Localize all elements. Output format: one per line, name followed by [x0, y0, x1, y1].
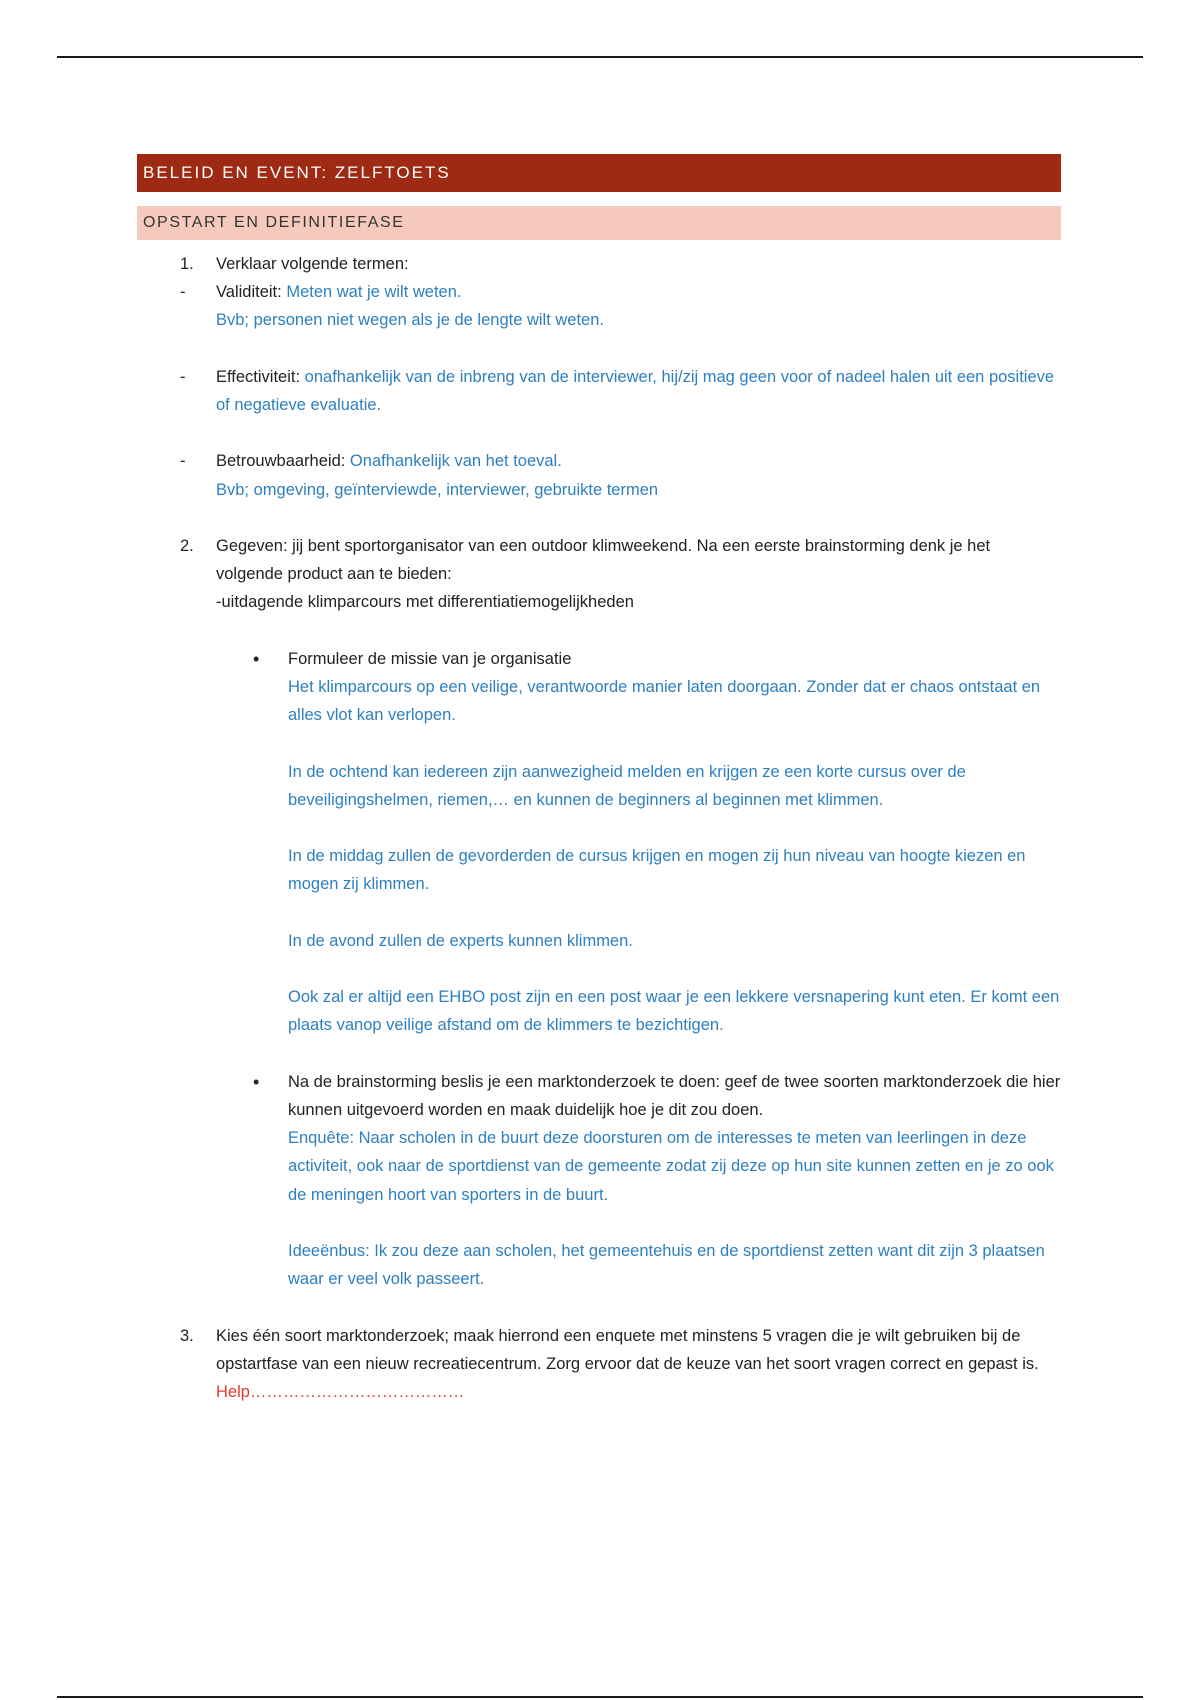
answer-paragraph: Ook zal er altijd een EHBO post zijn en een post waar je een lekkere versnapering kunt eten. Er komt een plaats vanop veilige afstand om de klimmers te bezichtigen.: [288, 988, 1060, 1035]
document-title: BELEID EN EVENT: ZELFTOETS: [137, 154, 1061, 192]
dash-marker: -: [180, 367, 186, 386]
question-2-product: -uitdagende klimparcours met differentiatiemogelijkheden: [216, 593, 634, 612]
bullet-missie: [137, 645, 1061, 1040]
answer-paragraph: In de ochtend kan iedereen zijn aanwezigheid melden en krijgen ze een korte cursus over de beveiligingshelmen, riemen,… en kunnen de beginners al beginnen met klimmen.: [288, 762, 966, 809]
term-answer: onafhankelijk van de inbreng van de interviewer, hij/zij mag geen voor of nadeel halen uit een positieve of negatieve evaluatie.: [216, 367, 1055, 414]
term-example: Bvb; omgeving, geïnterviewde, interviewer, gebruikte termen: [216, 480, 659, 499]
term-label: Effectiviteit:: [216, 367, 301, 386]
document-body: [137, 154, 1061, 1406]
question-3: [137, 1322, 1061, 1407]
question-3-number: 3.: [180, 1326, 194, 1345]
term-betrouwbaarheid: [137, 447, 1061, 503]
question-2-prompt: Gegeven: jij bent sportorganisator van een outdoor klimweekend. Na een eerste brainstorming denk je het volgende product aan te bieden:: [216, 536, 991, 584]
term-answer: Onafhankelijk van het toeval.: [345, 452, 562, 471]
answer-paragraph: Het klimparcours op een veilige, verantwoorde manier laten doorgaan. Zonder dat er chaos ontstaat en alles vlot kan verlopen.: [288, 677, 1041, 725]
question-3-prompt: Kies één soort marktonderzoek; maak hierrond een enquete met minstens 5 vragen die je wilt gebruiken bij de opstartfase van een nieuw recreatiecentrum. Zorg ervoor dat de keuze van het soort vragen correct en gepast is.: [216, 1326, 1039, 1373]
term-answer: Meten wat je wilt weten.: [281, 283, 462, 302]
bullet-dot: •: [253, 648, 260, 669]
term-label: Validiteit:: [216, 283, 282, 302]
bullet-question: Formuleer de missie van je organisatie: [288, 649, 572, 668]
question-1-number: 1.: [180, 255, 194, 273]
term-example: Bvb; personen niet wegen als je de lengte wilt weten.: [216, 311, 604, 330]
question-2: [137, 532, 1061, 617]
answer-paragraph: Ideeënbus: Ik zou deze aan scholen, het gemeentehuis en de sportdienst zetten want dit zijn 3 plaatsen waar er veel volk passeert.: [288, 1241, 1045, 1289]
answer-paragraph: In de avond zullen de experts kunnen klimmen.: [288, 931, 633, 950]
answer-paragraph: Enquête: Naar scholen in de buurt deze doorsturen om de interesses te meten van leerlingen in deze activiteit, ook naar de sportdienst van de gemeente zodat zij deze op hun site kunnen zetten en je zo ook de meningen hoort van sporters in de buurt.: [288, 1129, 1054, 1204]
bullet-dot: •: [253, 1071, 260, 1092]
section-heading: OPSTART EN DEFINITIEFASE: [137, 206, 1061, 240]
question-1: [137, 250, 1061, 278]
bottom-rule: [57, 1696, 1143, 1698]
dash-marker: -: [180, 283, 186, 302]
question-1-prompt: Verklaar volgende termen:: [216, 255, 409, 273]
question-2-number: 2.: [180, 536, 194, 555]
bullet-marktonderzoek: [137, 1068, 1061, 1294]
dash-marker: -: [180, 452, 186, 471]
term-validiteit: [137, 278, 1061, 334]
term-label: Betrouwbaarheid:: [216, 452, 346, 471]
top-rule: [57, 56, 1143, 58]
answer-paragraph: In de middag zullen de gevorderden de cursus krijgen en mogen zij hun niveau van hoogte kiezen en mogen zij klimmen.: [288, 847, 1026, 894]
bullet-question: Na de brainstorming beslis je een marktonderzoek te doen: geef de twee soorten marktonderzoek die hier kunnen uitgevoerd worden en maak duidelijk hoe je dit zou doen.: [288, 1072, 1061, 1119]
term-effectiviteit: [137, 363, 1061, 419]
help-text: Help…………………………………: [216, 1382, 465, 1401]
